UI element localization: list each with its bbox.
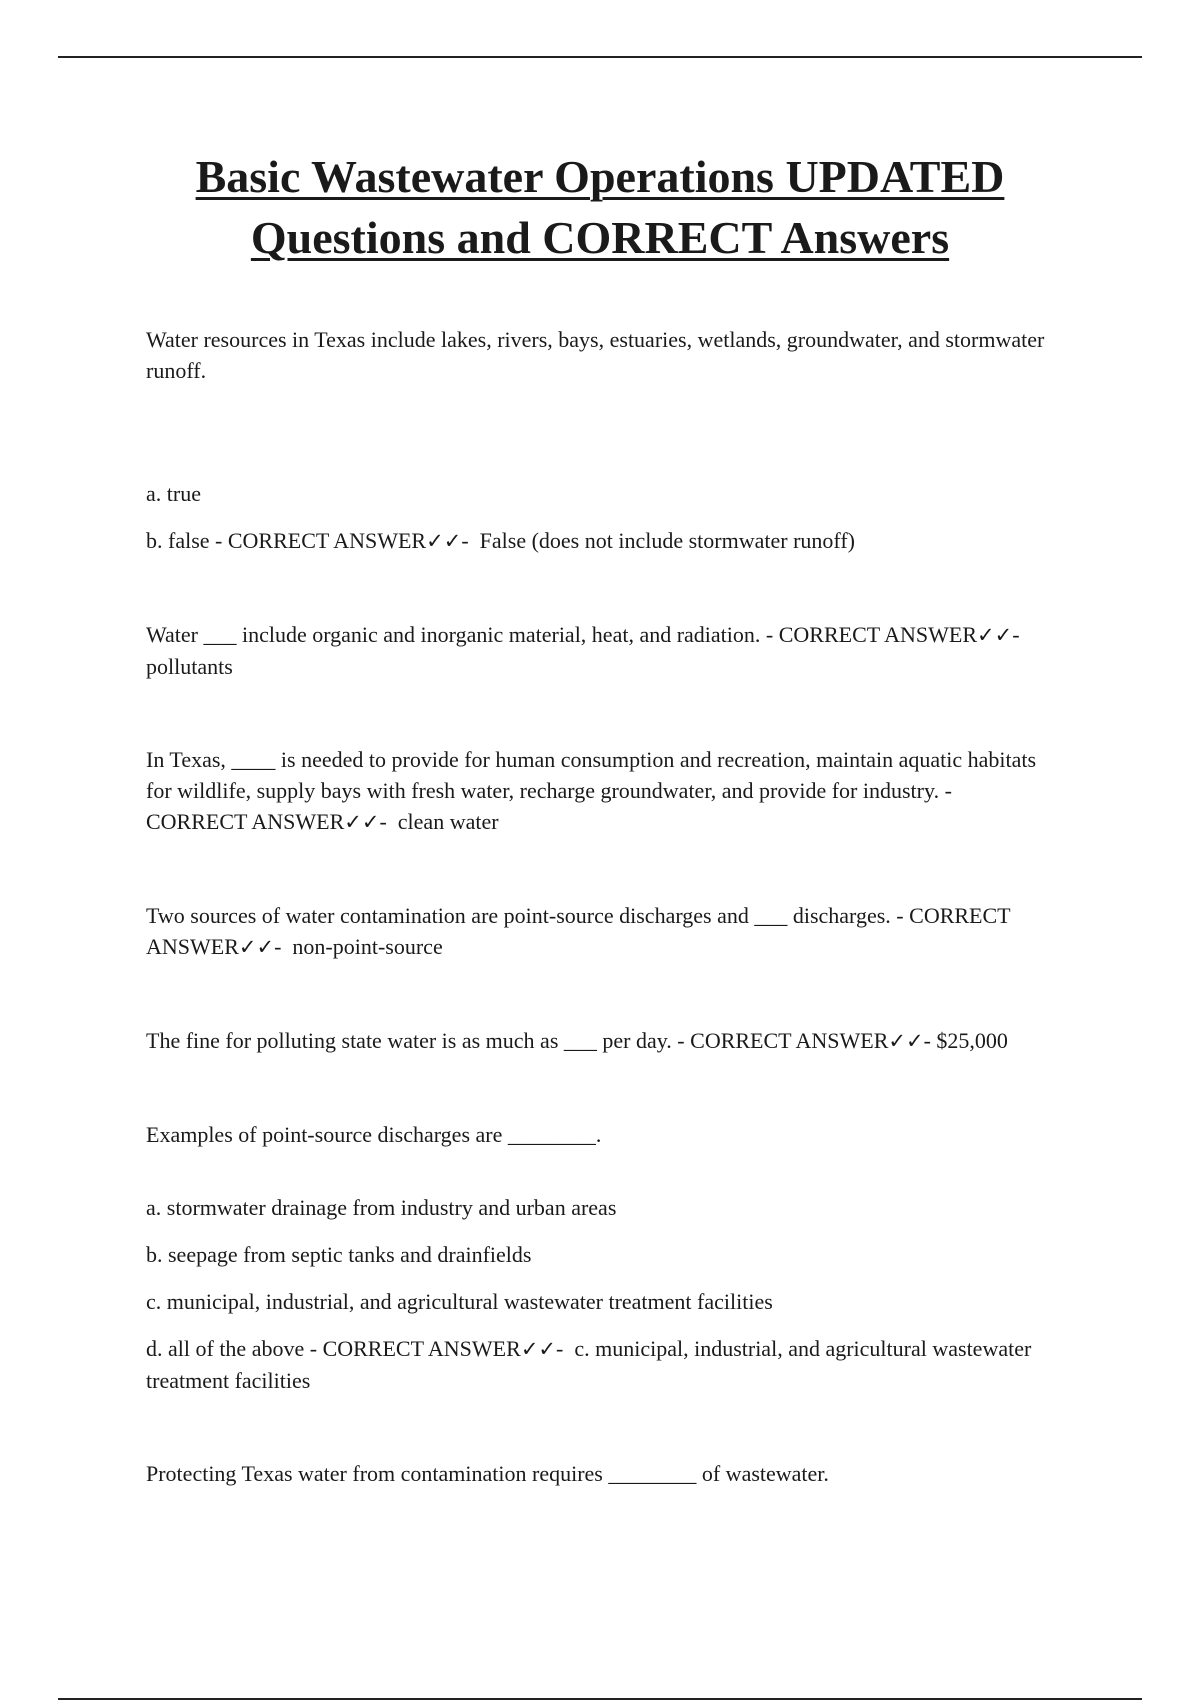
correct-answer-label: CORRECT ANSWER (690, 1028, 889, 1053)
question-text: Two sources of water contamination are point-source discharges and ___ discharges. - (146, 903, 910, 928)
question-7: Protecting Texas water from contamination requires ________ of wastewater. (146, 1461, 829, 1486)
answer-text: clean water (397, 809, 499, 834)
title-line-2: Questions and CORRECT Answers (250, 212, 950, 263)
question-1: Water resources in Texas include lakes, rivers, bays, estuaries, wetlands, groundwater, and stormwater runoff. (146, 327, 1045, 383)
correct-answer-label: CORRECT ANSWER (227, 528, 427, 553)
question-6: Examples of point-source discharges are ________. (146, 1122, 602, 1147)
question-6-option-d: d. all of the above - CORRECT ANSWER✓✓- c. municipal, industrial, and agricultural wastewater treatment facilities (146, 1336, 1032, 1393)
question-4: Two sources of water contamination are point-source discharges and ___ discharges. - CORRECT ANSWER✓✓- non-point-source (146, 903, 1011, 959)
correct-answer-label: CORRECT ANSWER (778, 622, 977, 647)
option-b-prefix: b. false - (146, 528, 228, 553)
answer-text: non-point-source (292, 934, 443, 959)
correct-answer-label: CORRECT ANSWER (322, 1336, 521, 1361)
checkmark-icon: ✓✓ (977, 623, 1013, 647)
question-3: In Texas, ____ is needed to provide for human consumption and recreation, maintain aquatic habitats for wildlife, supply bays with fresh water, recharge groundwater, and provide for industry. - CORRECT ANSWER✓✓- clean water (146, 747, 1037, 834)
question-2: Water ___ include organic and inorganic material, heat, and radiation. - CORRECT ANSWER✓✓- pollutants (146, 622, 1026, 679)
correct-answer-label: CORRECT ANSWER (146, 903, 1011, 959)
title-line-1: Basic Wastewater Operations UPDATED (195, 151, 1005, 202)
answer-text: $25,000 (936, 1028, 1008, 1053)
question-6-option-b: b. seepage from septic tanks and drainfields (146, 1242, 532, 1267)
option-d-prefix: d. all of the above - (146, 1336, 323, 1361)
question-6-option-c: c. municipal, industrial, and agricultural wastewater treatment facilities (146, 1289, 773, 1314)
answer-text: pollutants (146, 654, 233, 679)
question-text: Water ___ include organic and inorganic material, heat, and radiation. - (146, 622, 779, 647)
checkmark-icon: ✓✓ (888, 1029, 924, 1053)
document-title (80, 146, 1120, 268)
checkmark-icon: ✓✓ (238, 935, 275, 959)
question-text: In Texas, ____ is needed to provide for human consumption and recreation, maintain aquatic habitats for wildlife, supply bays with fresh water, recharge groundwater, and provide for industry. - (146, 747, 1037, 803)
question-6-option-a: a. stormwater drainage from industry and urban areas (146, 1195, 617, 1220)
document-body (146, 324, 1046, 1489)
answer-text: c. municipal, industrial, and agricultural wastewater treatment facilities (146, 1336, 1032, 1393)
question-1-option-b: b. false - CORRECT ANSWER✓✓- False (does not include stormwater runoff) (146, 528, 855, 553)
question-5: The fine for polluting state water is as much as ___ per day. - CORRECT ANSWER✓✓- $25,000 (146, 1028, 1008, 1053)
correct-answer-label: CORRECT ANSWER (146, 809, 345, 834)
top-rule (58, 56, 1142, 58)
checkmark-icon: ✓✓ (520, 1337, 557, 1361)
answer-text: False (does not include stormwater runoff) (479, 528, 855, 553)
question-1-option-a: a. true (146, 481, 201, 506)
question-text: The fine for polluting state water is as much as ___ per day. - (146, 1028, 691, 1053)
checkmark-icon: ✓✓ (426, 529, 462, 553)
checkmark-icon: ✓✓ (344, 810, 380, 834)
